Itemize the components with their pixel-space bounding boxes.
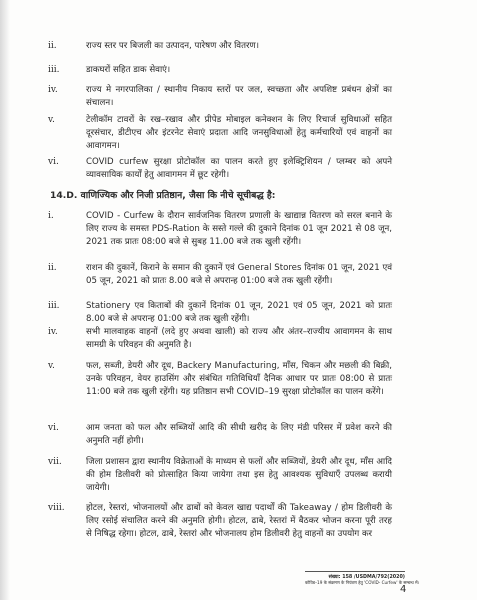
item-text: सभी मालवाहक वाहनों (लदे हुए अथवा खाली) को राज्य और अंतर–राज्यीय आवागमन के साथ सामग्री के परिवहन की अनुमति है। bbox=[86, 327, 392, 350]
item-text: टेलीकॉम टावरों के रख–रखाव और प्रीपेड मोबाइल कनेक्शन के लिए रिचार्ज सुविधाओं सहित दूरसंचार, डीटीएच और इंटरनेट सेवाएं प्रदाता आदि जनसुविधाओं हेतु कर्मचारियों एवं वाहनों का आवागमन। bbox=[86, 115, 392, 151]
item-number: iv. bbox=[48, 327, 58, 337]
list-item bbox=[48, 262, 392, 288]
item-text: राज्य मे नगरपालिका / स्थानीय निकाय स्तरों पर जल, स्वच्छता और अपशिष्ट प्रबंधन क्षेत्रों का संचालन। bbox=[86, 85, 392, 108]
footer-subject: कोविड–19 के संक्रमण के नियंत्रण हेतु 'COVID- Curfew' के सम्बन्ध में। bbox=[305, 580, 420, 585]
item-text: COVID curfew सुरक्षा प्रोटोकॉल का पालन करते हुए इलेक्ट्रिशियन / प्लम्बर को अपने व्यावसायिक कार्यों हेतु आवागमन में छूट रहेगी। bbox=[86, 157, 392, 180]
reference-number: संख्या: 158 /USDMA/792(2020) bbox=[328, 575, 405, 580]
list-item bbox=[48, 360, 392, 398]
list-item bbox=[48, 422, 392, 448]
item-text: राज्य स्तर पर बिजली का उत्पादन, पारेषण और वितरण। bbox=[86, 41, 259, 51]
item-number: vi. bbox=[48, 157, 59, 167]
item-text: होटल, रेस्तरां, भोजनालयों और ढाबों को केवल खाद्य पदार्थों की Takeaway / होम डिलीवरी के लिए रसोई संचालित करने की अनुमति होगी। होटल, ढाबे, रेस्तरां में बैठकर भोजन करना पूरी तरह से निषिद्ध रहेगा। होटल, ढाबे, रेस्तरां और भोजनालय होम डिलीवरी हेतु वाहनों का उपयोग कर bbox=[86, 503, 392, 539]
page-footer bbox=[305, 571, 420, 586]
item-number: ii. bbox=[48, 41, 57, 51]
item-number: v. bbox=[48, 361, 55, 371]
item-number: v. bbox=[48, 115, 55, 125]
item-text: COVID - Curfew के दौरान सार्वजनिक वितरण प्रणाली के खाद्यान्न वितरण को सरल बनाने के लिए राज्य के समस्त PDS-Ration के सस्ते गल्ले की दुकाने दिनांक 01 जून 2021 से 08 जून, 2021 तक प्रातः 08:00 बजे से सुबह 11.00 बजे तक खुली रहेंगी। bbox=[86, 211, 392, 247]
item-text: डाकघरों सहित डाक सेवाएं। bbox=[86, 65, 171, 75]
list-item bbox=[48, 40, 392, 53]
list-item bbox=[48, 84, 392, 110]
list-item bbox=[48, 156, 392, 182]
list-item bbox=[48, 456, 392, 494]
scan-edge-shadow bbox=[0, 0, 10, 600]
item-number: iv. bbox=[48, 85, 58, 95]
list-item bbox=[48, 64, 392, 77]
list-item bbox=[48, 326, 392, 352]
item-number: iii. bbox=[48, 65, 60, 75]
item-text: जिला प्रशासन द्वारा स्थानीय विक्रेताओं के माध्यम से फलों और सब्जियों, डेयरी और दूध, माँस आदि की होम डिलीवरी को प्रोत्साहित किया जायेगा तथा इस हेतु आवश्यक सुविधाएँ उपलब्ध करायी जायेगी। bbox=[86, 457, 392, 493]
item-number: viii. bbox=[48, 503, 65, 513]
item-text: फल, सब्जी, डेयरी और दूध, Backery Manufacturing, माँस, चिकन और मछली की बिक्री, उनके परिवहन, वेयर हाउसिंग और संबंधित गतिविधियाँ दैनिक आधार पर प्रातः 08:00 से प्रातः 11:00 बजे तक खुली रहेंगी। यह प्रतिष्ठान सभी COVID–19 सुरक्षा प्रोटोकॉल का पालन करेंगे। bbox=[86, 361, 392, 397]
item-text: राशन की दुकानें, किराने के समान की दुकानें एवं General Stores दिनांक 01 जून, 2021 एवं 05 जून, 2021 को प्रातः 8.00 बजे से अपरान्ह 01:00 बजे तक खुली रहेंगी। bbox=[86, 263, 392, 286]
item-number: i. bbox=[48, 211, 54, 221]
item-number: vi. bbox=[48, 423, 59, 433]
item-number: vii. bbox=[48, 457, 62, 467]
list-item bbox=[48, 502, 392, 540]
item-number: ii. bbox=[48, 263, 57, 273]
item-text: Stationery एव किताबों की दुकानें दिनांक 01 जून, 2021 एवं 05 जून, 2021 को प्रातः 8.00 बजे से अपरान्ह 01:00 बजे तक खुली रहेंगी। bbox=[86, 301, 392, 324]
item-number: iii. bbox=[48, 301, 60, 311]
item-text: आम जनता को फल और सब्जियों आदि की सीधी खरीद के लिए मंडी परिसर में प्रवेश करने की अनुमति नहीं होगी। bbox=[86, 423, 392, 446]
list-item bbox=[48, 210, 392, 248]
page-number: 4 bbox=[400, 584, 407, 595]
list-item bbox=[48, 300, 392, 326]
list-item bbox=[48, 114, 392, 152]
section-heading: 14.D. वाणिज्यिक और निजी प्रतिष्ठान, जैसा कि नीचे सूचीबद्ध है: bbox=[50, 190, 276, 201]
